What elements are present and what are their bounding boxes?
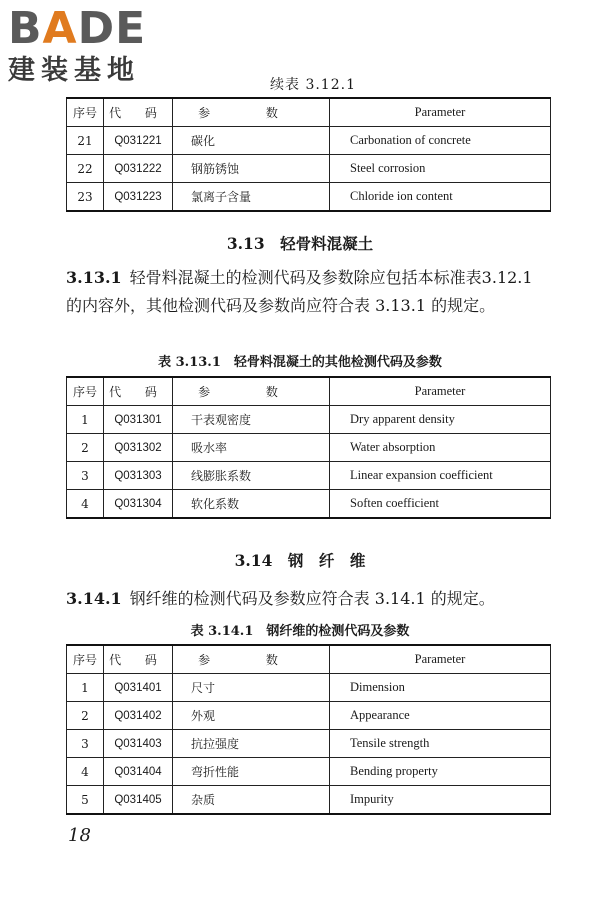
cell-param-en: Dry apparent density [330,406,551,434]
cell-param-en: Dimension [330,674,551,702]
cell-code: Q031403 [104,730,173,758]
header-no: 序号 [67,645,104,674]
cell-param-cn: 杂质 [173,786,330,815]
cell-code: Q031221 [104,127,173,155]
cell-no: 1 [67,674,104,702]
clause-text: 轻骨料混凝土的检测代码及参数除应包括本标准表3.12.1的内容外，其他检测代码及参数尚应符合表 3.13.1 的规定。 [66,268,533,315]
table-3-13-1 [66,376,551,519]
cell-param-cn: 软化系数 [173,490,330,519]
cell-code: Q031404 [104,758,173,786]
table-row [67,406,551,434]
header-param-en: Parameter [330,377,551,406]
cell-param-en: Water absorption [330,434,551,462]
cell-param-cn: 干表观密度 [173,406,330,434]
cell-code: Q031223 [104,183,173,212]
cell-code: Q031304 [104,490,173,519]
table-3-14-1 [66,644,551,815]
header-param-cn: 参 数 [173,645,330,674]
cell-no: 23 [67,183,104,212]
cell-param-cn: 尺寸 [173,674,330,702]
logo-subtitle: 建装基地 [8,55,140,86]
table-row [67,462,551,490]
cell-param-en: Soften coefficient [330,490,551,519]
table-3-12-1-continued [66,97,551,212]
cell-code: Q031302 [104,434,173,462]
cell-no: 2 [67,434,104,462]
header-code: 代 码 [104,645,173,674]
paragraph-3-14-1 [66,585,548,613]
cell-param-en: Linear expansion coefficient [330,462,551,490]
table-row [67,730,551,758]
cell-param-en: Chloride ion content [330,183,551,212]
cell-no: 4 [67,490,104,519]
cell-no: 2 [67,702,104,730]
cell-param-en: Steel corrosion [330,155,551,183]
cell-no: 21 [67,127,104,155]
watermark-logo [8,3,178,88]
cell-code: Q031402 [104,702,173,730]
cell-code: Q031303 [104,462,173,490]
header-no: 序号 [67,98,104,127]
cell-param-en: Bending property [330,758,551,786]
cell-code: Q031301 [104,406,173,434]
continued-table-title: 续表 3.12.1 [270,77,356,93]
cell-code: Q031401 [104,674,173,702]
table-row [67,758,551,786]
cell-no: 3 [67,462,104,490]
page-number: 18 [68,825,91,846]
cell-param-cn: 抗拉强度 [173,730,330,758]
section-title-3-14: 3.14 钢 纤 维 [234,551,366,570]
clause-number: 3.14.1 [66,589,122,608]
table-row [67,674,551,702]
header-param-cn: 参 数 [173,98,330,127]
header-no: 序号 [67,377,104,406]
cell-code: Q031405 [104,786,173,815]
clause-text: 钢纤维的检测代码及参数应符合表 3.14.1 的规定。 [129,589,495,608]
cell-param-en: Carbonation of concrete [330,127,551,155]
header-code: 代 码 [104,98,173,127]
table-header-row [67,645,551,674]
cell-param-cn: 氯离子含量 [173,183,330,212]
cell-no: 22 [67,155,104,183]
cell-no: 4 [67,758,104,786]
table-row [67,155,551,183]
header-param-cn: 参 数 [173,377,330,406]
cell-param-en: Tensile strength [330,730,551,758]
cell-param-cn: 线膨胀系数 [173,462,330,490]
cell-param-en: Appearance [330,702,551,730]
section-title-3-13: 3.13 轻骨料混凝土 [226,234,374,253]
cell-param-cn: 弯折性能 [173,758,330,786]
table-row [67,702,551,730]
table-row [67,490,551,519]
table-caption-3-14-1: 表 3.14.1 钢纤维的检测代码及参数 [190,624,410,639]
cell-no: 1 [67,406,104,434]
table-caption-3-13-1: 表 3.13.1 轻骨料混凝土的其他检测代码及参数 [158,355,442,370]
header-param-en: Parameter [330,645,551,674]
table-row [67,183,551,212]
table-row [67,786,551,815]
table-header-row [67,377,551,406]
cell-code: Q031222 [104,155,173,183]
table-row [67,434,551,462]
paragraph-3-13-1 [66,264,548,320]
logo-brand: BADE [8,3,147,54]
header-param-en: Parameter [330,98,551,127]
cell-no: 3 [67,730,104,758]
table-row [67,127,551,155]
cell-param-cn: 碳化 [173,127,330,155]
cell-param-en: Impurity [330,786,551,815]
cell-param-cn: 钢筋锈蚀 [173,155,330,183]
clause-number: 3.13.1 [66,268,122,287]
cell-param-cn: 外观 [173,702,330,730]
cell-param-cn: 吸水率 [173,434,330,462]
header-code: 代 码 [104,377,173,406]
table-header-row [67,98,551,127]
cell-no: 5 [67,786,104,815]
